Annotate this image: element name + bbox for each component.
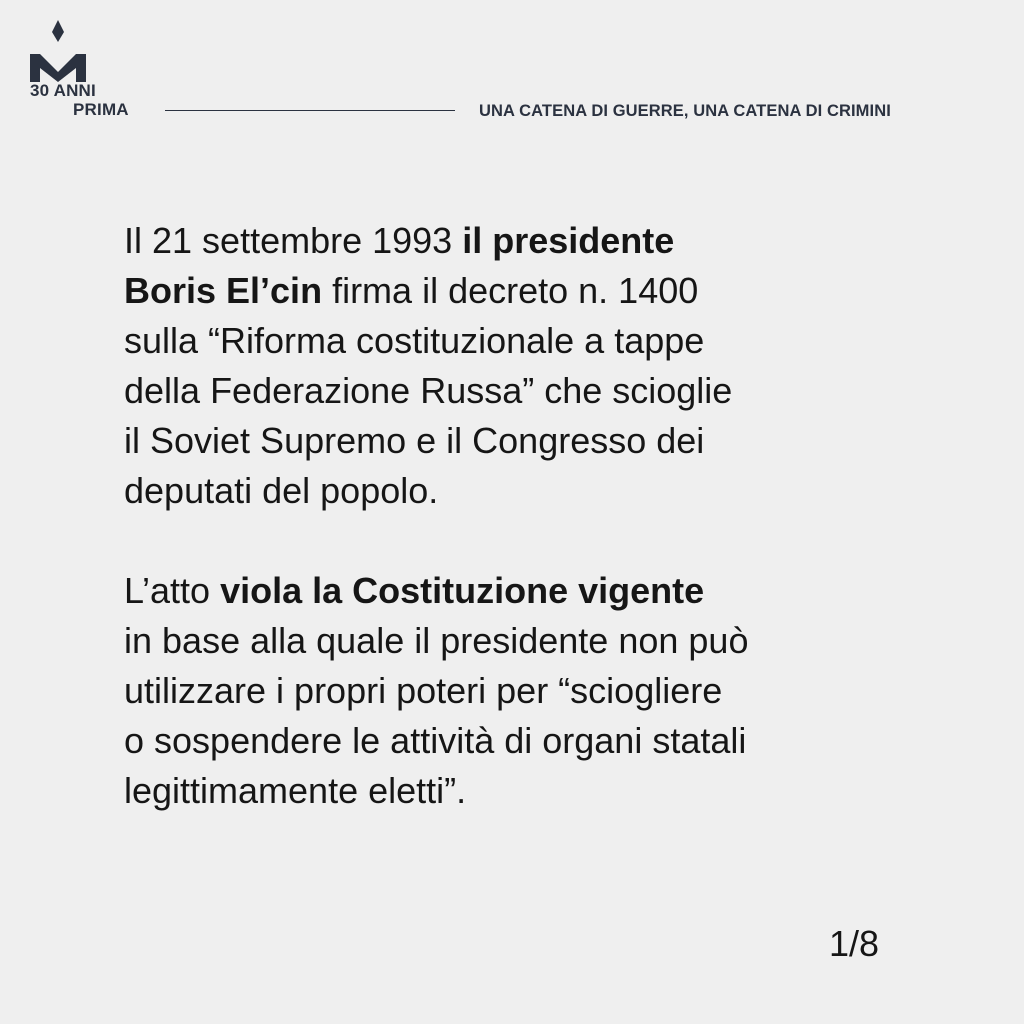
text-line: in base alla quale il presidente non può	[124, 620, 749, 661]
series-title: UNA CATENA DI GUERRE, UNA CATENA DI CRIMINI	[479, 102, 891, 120]
text-run: firma il decreto n. 1400	[322, 270, 699, 311]
header-divider	[165, 110, 455, 111]
paragraph-1	[124, 216, 904, 516]
text-line: deputati del popolo.	[124, 470, 439, 511]
text-line: utilizzare i propri poteri per “sciogliere	[124, 670, 723, 711]
text-line	[124, 566, 904, 616]
text-line: o sospendere le attività di organi statali	[124, 720, 747, 761]
text-run: L’atto	[124, 570, 221, 611]
m-monogram-icon	[28, 20, 88, 82]
page-indicator: 1/8	[829, 923, 880, 964]
text-line	[124, 216, 904, 266]
bold-run: il presidente	[462, 220, 675, 261]
text-run: Il 21 settembre 1993	[124, 220, 463, 261]
text-line: il Soviet Supremo e il Congresso dei	[124, 420, 705, 461]
text-line: legittimamente eletti”.	[124, 770, 467, 811]
bold-run: Boris El’cin	[124, 270, 323, 311]
main-text	[124, 216, 904, 816]
logo-text-line2: PRIMA	[73, 100, 129, 119]
text-line: della Federazione Russa” che scioglie	[124, 370, 733, 411]
logo-text-line1: 30 ANNI	[30, 81, 96, 100]
text-line	[124, 266, 904, 316]
text-line: sulla “Riforma costituzionale a tappe	[124, 320, 705, 361]
bold-run: viola la Costituzione vigente	[220, 570, 705, 611]
paragraph-2	[124, 566, 904, 816]
